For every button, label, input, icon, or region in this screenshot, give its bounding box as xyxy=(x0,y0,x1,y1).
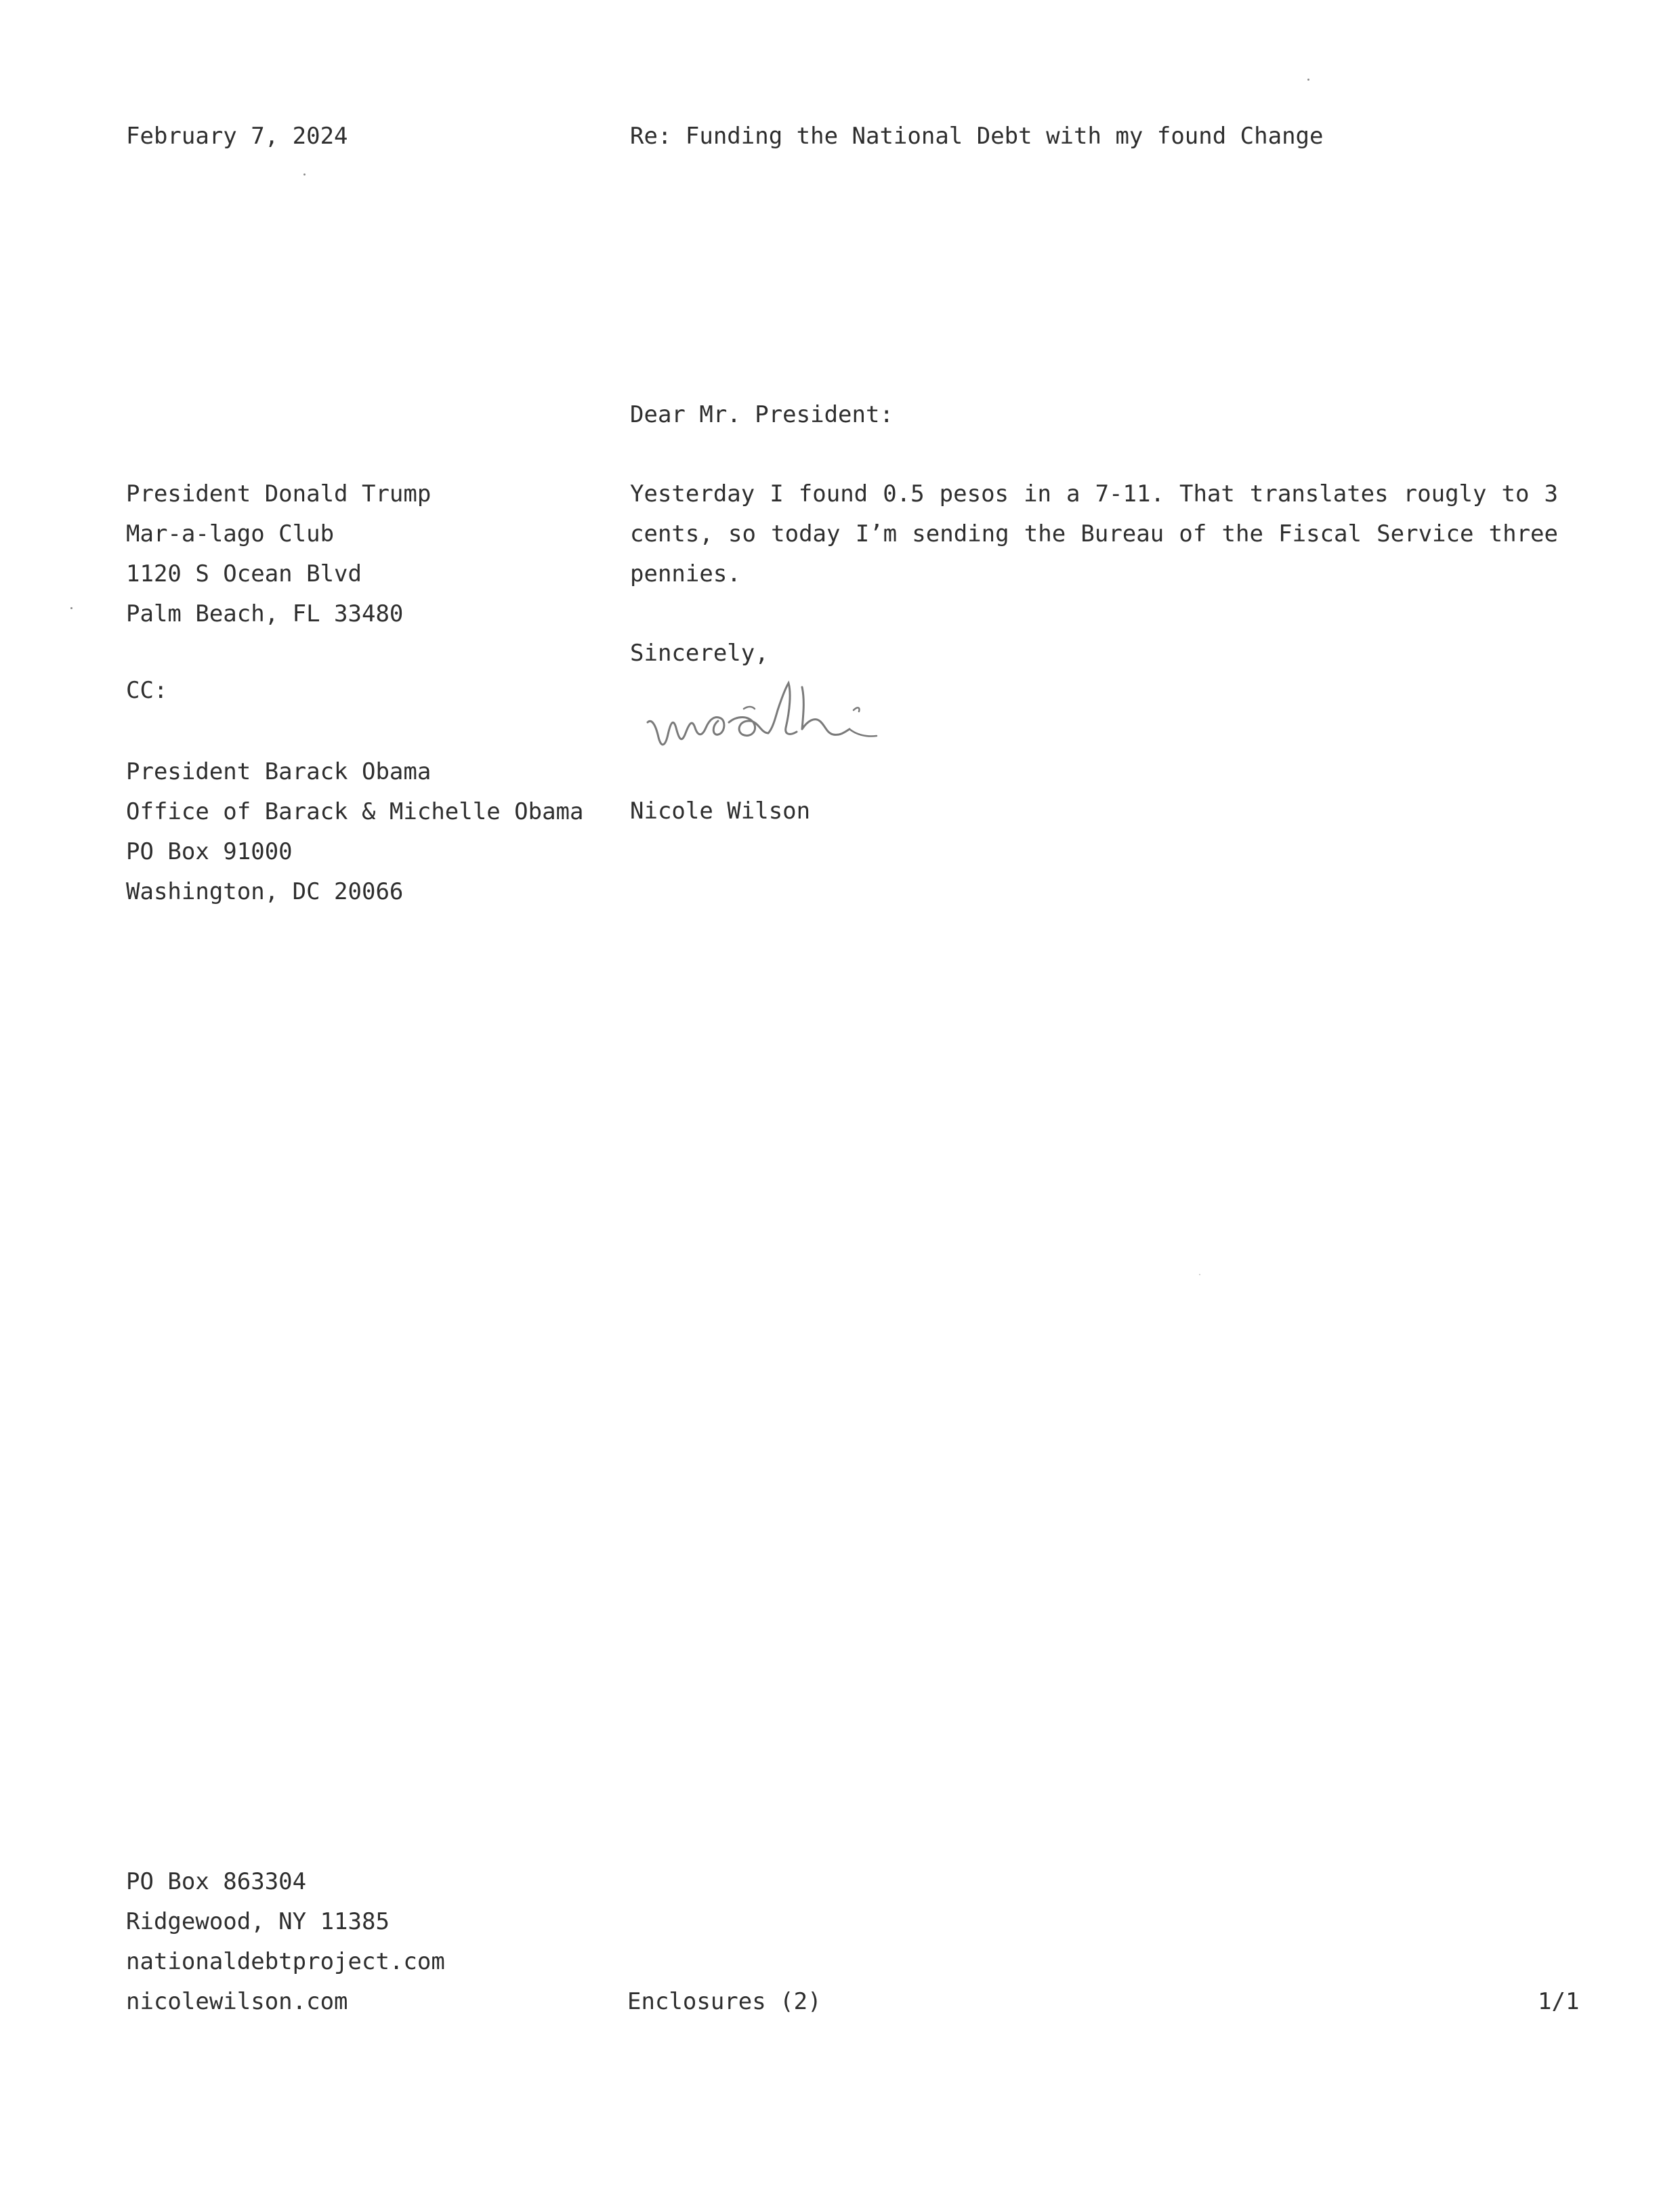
scan-speck xyxy=(1307,79,1309,81)
scan-speck xyxy=(1199,1274,1200,1275)
scan-speck xyxy=(70,607,72,609)
recipient-name: President Donald Trump xyxy=(126,480,432,508)
recipient-address xyxy=(126,474,431,634)
sender-city: Ridgewood, NY 11385 xyxy=(126,1908,390,1935)
cc-name: President Barack Obama xyxy=(126,758,432,785)
cc-address xyxy=(126,752,584,912)
scan-speck xyxy=(303,173,306,175)
cc-label: CC: xyxy=(126,677,168,704)
letter-subject: Re: Funding the National Debt with my found Change xyxy=(630,123,1324,150)
sender-personal-website: nicolewilson.com xyxy=(126,1988,348,2015)
recipient-street: 1120 S Ocean Blvd xyxy=(126,560,362,587)
sender-address xyxy=(126,1862,445,2022)
recipient-organization: Mar-a-lago Club xyxy=(126,520,335,548)
cc-city: Washington, DC 20066 xyxy=(126,878,404,905)
cc-po-box: PO Box 91000 xyxy=(126,838,293,865)
signer-name: Nicole Wilson xyxy=(630,798,811,825)
enclosures-note: Enclosures (2) xyxy=(627,1988,822,2015)
sender-website: nationaldebtproject.com xyxy=(126,1948,445,1975)
closing: Sincerely, xyxy=(630,640,769,667)
sender-po-box: PO Box 863304 xyxy=(126,1868,307,1895)
salutation: Dear Mr. President: xyxy=(630,401,894,428)
page-number: 1/1 xyxy=(1538,1988,1580,2015)
recipient-city: Palm Beach, FL 33480 xyxy=(126,600,404,627)
cc-organization: Office of Barack & Michelle Obama xyxy=(126,798,584,825)
letter-body: Yesterday I found 0.5 pesos in a 7-11. That translates rougly to 3 cents, so today I’m sending the Bureau of the Fiscal Service three pennies. xyxy=(630,480,1558,587)
letter-date: February 7, 2024 xyxy=(126,123,348,150)
handwritten-signature xyxy=(642,672,967,774)
